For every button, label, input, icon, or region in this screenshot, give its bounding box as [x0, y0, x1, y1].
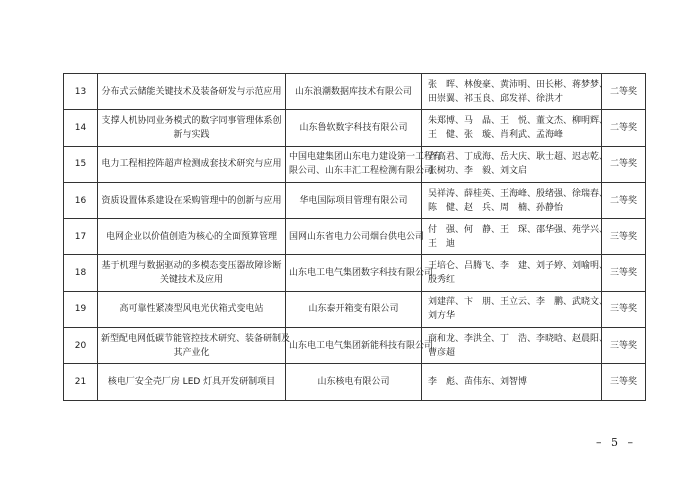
- personnel-line: 刘建萍、卞 朋、王立云、李 鹏、武晓文、: [428, 297, 609, 308]
- project-name-cell: [98, 255, 286, 291]
- table-row: [64, 255, 646, 291]
- organization-line: 山东电工电气集团数字科技有限公司: [289, 268, 434, 279]
- table-row: [64, 219, 646, 255]
- award-level-cell: 二等奖: [602, 110, 646, 146]
- personnel-line: 朱郑博、马 晶、王 悦、董文杰、柳明辉、: [428, 115, 609, 126]
- personnel-cell: [422, 328, 609, 364]
- personnel-line: 张树功、李 毅、刘文启: [428, 166, 528, 177]
- table-row: [64, 328, 646, 364]
- personnel-line: 王培仑、吕腾飞、李 建、刘子婷、刘喻明、: [428, 261, 609, 272]
- project-name-line: 基于机理与数据驱动的多模态变压器故障诊断: [101, 261, 282, 272]
- personnel-cell: [422, 182, 609, 218]
- personnel-cell: [422, 146, 609, 182]
- organization-line: 国网山东省电力公司烟台供电公司: [289, 231, 425, 242]
- personnel-cell: [422, 364, 602, 400]
- table-row: [64, 110, 646, 146]
- award-level-cell: 二等奖: [602, 146, 646, 182]
- personnel-line: 齐高君、丁成海、岳大庆、耿士超、迟志乾、: [428, 152, 609, 163]
- personnel-cell: [422, 74, 609, 110]
- personnel-line: 曹彦超: [428, 347, 456, 358]
- row-number-cell: 17: [64, 219, 98, 255]
- project-name-line: 支撑人机协同业务模式的数字同事管理体系创: [101, 115, 282, 126]
- award-level-cell: 二等奖: [602, 74, 646, 110]
- award-level-cell: 三等奖: [602, 364, 646, 400]
- project-name-cell: [98, 182, 286, 218]
- project-name-cell: [98, 110, 286, 146]
- project-name-line: 关键技术及应用: [159, 275, 223, 286]
- project-name-cell: [98, 291, 286, 327]
- row-number-cell: 18: [64, 255, 98, 291]
- organization-line: 山东浪潮数据库技术有限公司: [294, 86, 412, 97]
- project-name-line: 电力工程相控阵超声检测成套技术研究与应用: [101, 159, 282, 170]
- organization-cell: [286, 364, 422, 400]
- personnel-line: 商和龙、李洪全、丁 浩、李晓晗、赵晨阳、: [428, 333, 609, 344]
- personnel-cell: [422, 291, 609, 327]
- award-table: [63, 73, 646, 401]
- personnel-line: 田崇翼、祁玉良、邱发祥、徐洪才: [428, 93, 564, 104]
- organization-line: 山东泰开箱变有限公司: [308, 304, 399, 315]
- table-row: [64, 146, 646, 182]
- organization-cell: [286, 291, 422, 327]
- row-number-cell: 13: [64, 74, 98, 110]
- organization-cell: [286, 146, 443, 182]
- organization-line: 山东核电有限公司: [317, 377, 390, 388]
- award-level-cell: 三等奖: [602, 291, 646, 327]
- award-level-cell: 三等奖: [602, 255, 646, 291]
- table-row: [64, 364, 646, 400]
- organization-cell: [286, 110, 422, 146]
- personnel-line: 陈 健、赵 兵、周 楠、孙静怡: [428, 202, 564, 213]
- row-number-cell: 19: [64, 291, 98, 327]
- project-name-cell: [98, 364, 286, 400]
- project-name-cell: [98, 146, 286, 182]
- table-row: [64, 182, 646, 218]
- personnel-line: 李 彪、苗伟东、刘智博: [428, 377, 528, 388]
- row-number-cell: 16: [64, 182, 98, 218]
- personnel-line: 王 迪: [428, 238, 456, 249]
- project-name-cell: [98, 219, 286, 255]
- organization-cell: [286, 219, 425, 255]
- table-row: [64, 74, 646, 110]
- table-row: [64, 291, 646, 327]
- project-name-line: 分布式云储能关键技术及装备研发与示范应用: [101, 86, 282, 97]
- project-name-line: 新型配电网低碳节能管控技术研究、装备研制及: [101, 333, 291, 344]
- organization-cell: [286, 255, 434, 291]
- organization-cell: [286, 328, 434, 364]
- organization-line: 中国电建集团山东电力建设第一工程有: [289, 152, 443, 163]
- personnel-cell: [422, 219, 609, 255]
- project-name-line: 电网企业以价值创造为核心的全面预算管理: [105, 231, 277, 242]
- project-name-line: 核电厂安全壳厂房 LED 灯具开发研制项目: [107, 377, 276, 388]
- row-number-cell: 21: [64, 364, 98, 400]
- personnel-line: 张 晖、林俊豪、黄沛明、田长彬、蒋梦梦、: [428, 79, 609, 90]
- project-name-line: 新与实践: [173, 129, 210, 140]
- organization-cell: [286, 182, 422, 218]
- table-body: [64, 74, 646, 401]
- personnel-line: 刘方华: [428, 311, 456, 322]
- organization-line: 限公司、山东丰汇工程检测有限公司: [289, 166, 434, 177]
- organization-line: 华电国际项目管理有限公司: [299, 195, 408, 206]
- personnel-cell: [422, 110, 609, 146]
- personnel-line: 殷秀红: [428, 275, 456, 286]
- project-name-line: 资质设置体系建设在采购管理中的创新与应用: [101, 195, 282, 206]
- organization-cell: [286, 74, 422, 110]
- organization-line: 山东电工电气集团新能科技有限公司: [289, 340, 434, 351]
- project-name-line: 高可靠性紧凑型风电光伏箱式变电站: [119, 304, 264, 315]
- project-name-cell: [98, 328, 291, 364]
- award-level-cell: 二等奖: [602, 182, 646, 218]
- personnel-line: 付 强、何 静、王 琛、邵华强、苑学兴、: [428, 224, 609, 235]
- award-level-cell: 三等奖: [602, 328, 646, 364]
- personnel-line: 王 健、张 璇、肖利武、孟海峰: [428, 129, 564, 140]
- award-level-cell: 三等奖: [602, 219, 646, 255]
- page-number: – 5 –: [596, 436, 636, 449]
- row-number-cell: 14: [64, 110, 98, 146]
- personnel-cell: [422, 255, 609, 291]
- row-number-cell: 20: [64, 328, 98, 364]
- project-name-cell: [98, 74, 286, 110]
- row-number-cell: 15: [64, 146, 98, 182]
- organization-line: 山东鲁软数字科技有限公司: [299, 122, 408, 133]
- personnel-line: 吴祥涛、薛桂英、王海峰、殷绪强、徐瑞春、: [428, 188, 609, 199]
- project-name-line: 其产业化: [173, 347, 210, 358]
